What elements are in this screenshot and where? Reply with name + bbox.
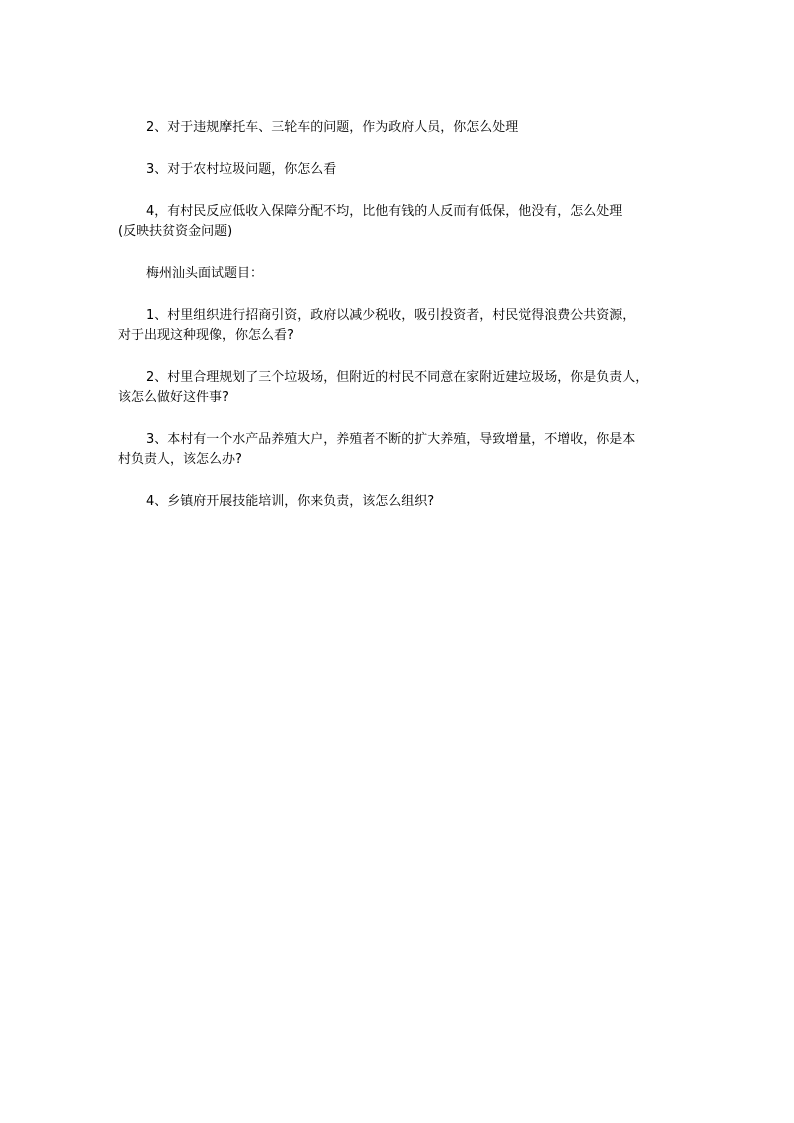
paragraph-question-1-investment — [118, 306, 688, 346]
section-heading-meizhou-shantou — [118, 264, 688, 284]
paragraph-line: (反映扶贫资金问题) — [118, 224, 233, 239]
paragraph-line: 3、对于农村垃圾问题，你怎么看 — [146, 162, 337, 177]
paragraph-question-4-low-income — [118, 202, 688, 242]
paragraph-line: 4，有村民反应低收入保障分配不均，比他有钱的人反而有低保，他没有，怎么处理 — [146, 204, 623, 219]
paragraph-line: 1、村里组织进行招商引资，政府以减少税收，吸引投资者，村民觉得浪费公共资源， — [146, 308, 636, 323]
paragraph-line: 对于出现这种现像，你怎么看? — [118, 328, 294, 343]
paragraph-line: 2、对于违规摩托车、三轮车的问题，作为政府人员，你怎么处理 — [146, 120, 519, 135]
section-heading-text: 梅州汕头面试题目： — [146, 266, 264, 281]
paragraph-question-4-training — [118, 492, 688, 512]
paragraph-question-2-landfill — [118, 368, 688, 408]
paragraph-line: 3、本村有一个水产品养殖大户，养殖者不断的扩大养殖，导致增量，不增收，你是本 — [146, 432, 636, 447]
paragraph-line: 2、村里合理规划了三个垃圾场，但附近的村民不同意在家附近建垃圾场，你是负责人， — [146, 370, 649, 385]
paragraph-question-2-motorcycles — [118, 118, 688, 138]
paragraph-line: 该怎么做好这件事? — [118, 390, 229, 405]
paragraph-question-3-garbage — [118, 160, 688, 180]
paragraph-line: 村负责人，该怎么办? — [118, 452, 242, 467]
paragraph-line: 4、乡镇府开展技能培训，你来负责，该怎么组织? — [146, 494, 435, 509]
paragraph-question-3-aquaculture — [118, 430, 688, 470]
